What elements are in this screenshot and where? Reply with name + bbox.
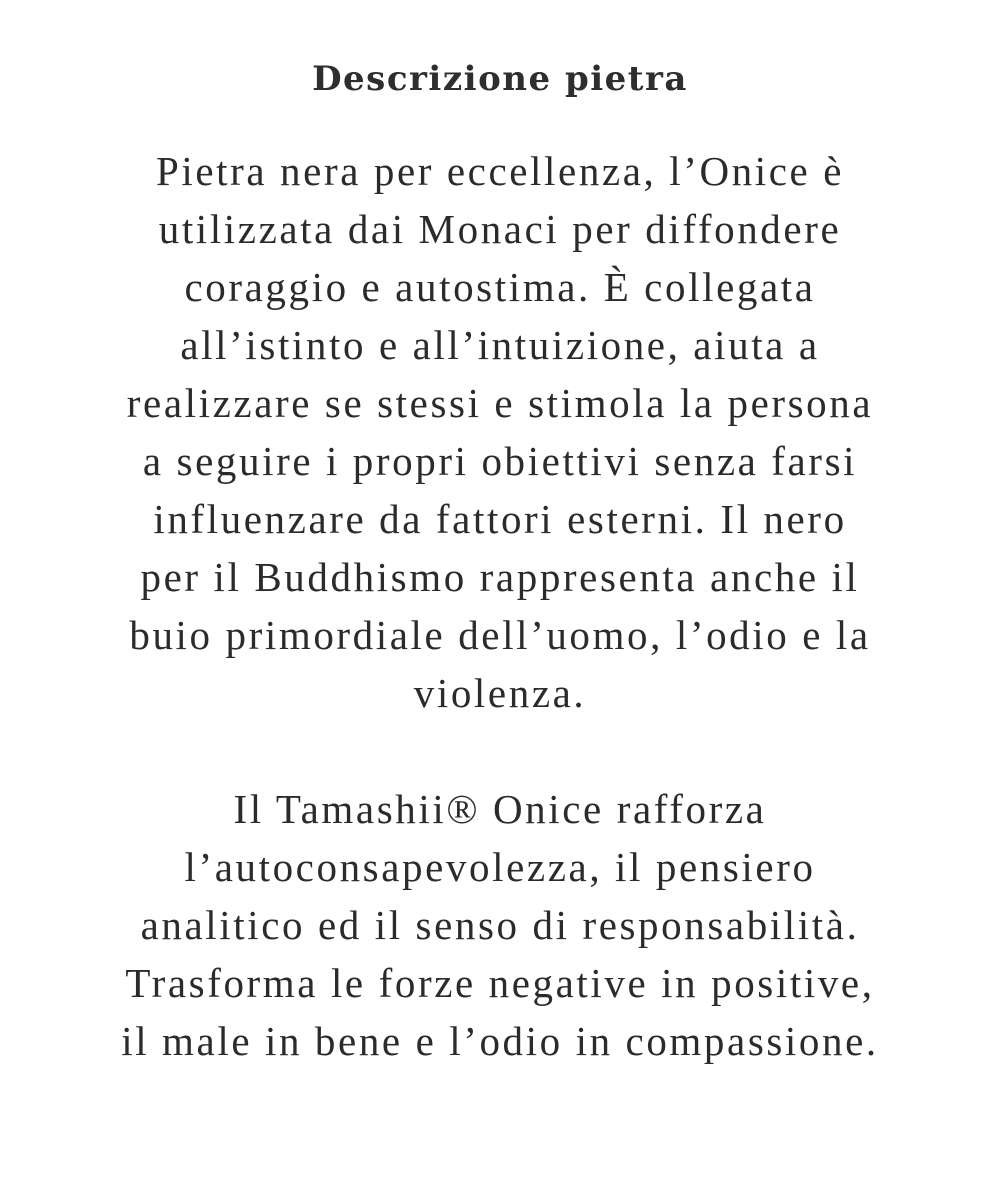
text-line: coraggio e autostima. È collegata [184,264,816,310]
text-line: l’autoconsapevolezza, il pensiero [184,844,816,890]
text-line: Il Tamashii® Onice rafforza [233,786,767,832]
paragraph-spacer [70,722,930,780]
text-line: all’istinto e all’intuizione, aiuta a [180,322,820,368]
text-line: violenza. [413,670,587,716]
text-line: Trasforma le forze negative in positive, [125,960,875,1006]
text-line: buio primordiale dell’uomo, l’odio e la [129,612,871,658]
text-line: Pietra nera per eccellenza, l’Onice è [155,148,845,194]
text-line: a seguire i propri obiettivi senza farsi [142,438,858,484]
text-line: realizzare se stessi e stimola la persona [126,380,874,426]
section-title: Descrizione pietra [312,59,688,99]
text-line: influenzare da fattori esterni. Il nero [153,496,847,542]
text-line: utilizzata dai Monaci per diffondere [158,206,842,252]
text-line: analitico ed il senso di responsabilità. [140,902,860,948]
text-line: il male in bene e l’odio in compassione. [121,1018,879,1064]
description-paragraph-1 [70,142,930,722]
description-paragraph-2 [70,780,930,1070]
text-line: per il Buddhismo rappresenta anche il [140,554,860,600]
description-body [70,142,930,1070]
